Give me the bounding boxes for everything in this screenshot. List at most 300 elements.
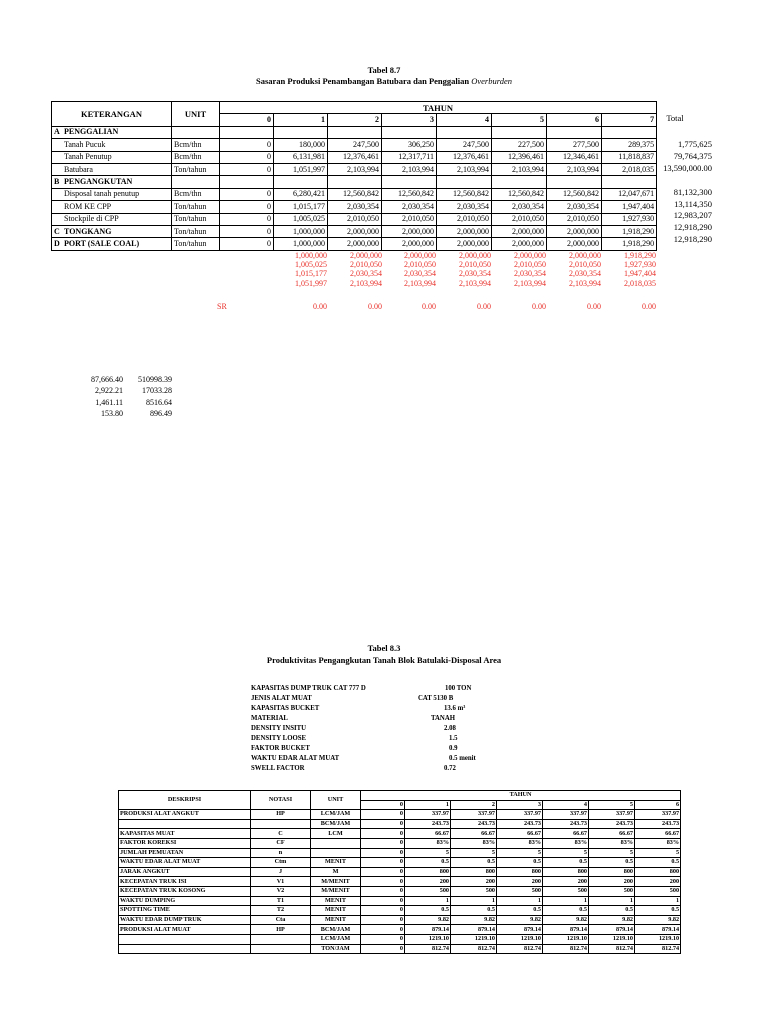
side-value-b: 510998.39 [138,375,172,384]
red-value: 2,103,994 [404,278,436,288]
row-value [437,126,492,138]
row-value: 337.97 [635,810,681,820]
row-label: JARAK ANGKUT [119,867,251,877]
row-value: 812.74 [451,944,497,954]
row-value: 0 [361,848,405,858]
row-value: 812.74 [589,944,635,954]
table-row [52,176,657,188]
row-value: 2,000,000 [382,225,437,237]
row-value: 0 [361,896,405,906]
row-value: 2,000,000 [437,225,492,237]
spec-label: JENIS ALAT MUAT [251,695,312,702]
row-value: 247,500 [437,139,492,151]
row-value: 800 [405,867,451,877]
row-value: 0 [220,201,274,213]
row-value: 2,103,994 [382,163,437,175]
table-row [52,163,657,175]
row-unit: MENIT [311,858,361,868]
row-unit: Ton/tahun [172,201,220,213]
row-value: 1,918,290 [602,225,657,237]
row-label-text: Stockpile di CPP [64,214,119,224]
row-value: 879.14 [589,925,635,935]
row-letter: C [54,226,60,236]
row-value: 11,818,837 [602,151,657,163]
row-value: 500 [635,886,681,896]
row-label-text: PENGANGKUTAN [64,177,133,187]
row-value: 0 [220,225,274,237]
header-year: 0 [361,800,405,810]
row-value: 2,030,354 [328,201,382,213]
row-value: 12,317,711 [382,151,437,163]
header-tahun: TAHUN [361,791,681,801]
row-value: 1,927,930 [602,213,657,225]
row-value: 1,947,404 [602,201,657,213]
row-value: 243.73 [405,819,451,829]
sr-value: 0.00 [368,302,382,311]
side-value-b: 17033.28 [142,386,172,396]
row-value: 0 [361,838,405,848]
table1-caption-italic: Overburden [471,76,512,86]
row-value: 2,000,000 [382,238,437,250]
header-unit: UNIT [311,791,361,810]
row-value: 243.73 [497,819,543,829]
row-value: 337.97 [589,810,635,820]
row-value [492,126,547,138]
table-row [119,848,681,858]
row-notasi: T1 [251,896,311,906]
header-year: 6 [635,800,681,810]
row-value: 0.5 [497,858,543,868]
row-value: 12,560,842 [437,188,492,200]
spec-label: DENSITY INSITU [251,725,307,732]
row-notasi [251,944,311,954]
row-value: 2,010,050 [492,213,547,225]
row-value: 879.14 [405,925,451,935]
row-value: 12,396,461 [492,151,547,163]
row-unit: Ton/tahun [172,238,220,250]
table-row [52,151,657,163]
row-value: 5 [589,848,635,858]
red-value: 2,103,994 [514,278,546,288]
row-value [328,176,382,188]
table-row [119,896,681,906]
table-row [52,225,657,237]
row-notasi [251,934,311,944]
red-value: 1,000,000 [295,251,327,260]
header-year: 2 [451,800,497,810]
row-unit: Ton/tahun [172,225,220,237]
side-value-b: 8516.64 [146,397,172,407]
row-label [119,934,251,944]
row-notasi: V2 [251,886,311,896]
total-value: 12,918,290 [673,222,712,233]
row-value: 0.5 [589,858,635,868]
row-value [220,126,274,138]
row-label-text: Tanah Penutup [64,152,112,162]
row-value [602,126,657,138]
row-value: 879.14 [451,925,497,935]
row-value: 879.14 [635,925,681,935]
row-value: 200 [543,877,589,887]
row-value: 12,560,842 [492,188,547,200]
table-row [52,201,657,213]
row-value: 0 [361,867,405,877]
row-value: 1 [589,896,635,906]
header-year: 4 [543,800,589,810]
row-value: 83% [635,838,681,848]
table-row [119,819,681,829]
spec-label: KAPASITAS DUMP TRUK CAT 777 D [251,685,366,692]
row-value: 0.5 [543,906,589,916]
spec-label: MATERIAL [251,715,288,722]
row-value: 2,103,994 [492,163,547,175]
row-value: 800 [635,867,681,877]
row-value: 800 [543,867,589,877]
row-unit [172,126,220,138]
red-value: 2,103,994 [569,278,601,288]
row-value: 12,560,842 [547,188,602,200]
row-label [52,126,172,138]
row-letter: D [54,238,60,248]
row-label [52,163,172,175]
row-value: 500 [405,886,451,896]
row-value: 243.73 [635,819,681,829]
total-value: 12,983,207 [673,210,712,221]
row-value: 83% [543,838,589,848]
red-value: 1,927,930 [624,260,656,270]
row-value: 66.67 [451,829,497,839]
row-value: 0 [220,151,274,163]
row-value: 2,030,354 [382,201,437,213]
row-label-text: PENGGALIAN [64,127,119,137]
row-label: KAPASITAS MUAT [119,829,251,839]
row-value: 12,047,671 [602,188,657,200]
header-year: 1 [405,800,451,810]
row-notasi: Cta [251,915,311,925]
row-unit: Ton/tahun [172,163,220,175]
row-value: 1 [497,896,543,906]
spec-label: FAKTOR BUCKET [251,745,310,752]
row-label [52,139,172,151]
red-value: 1,005,025 [295,260,327,270]
row-label [52,201,172,213]
row-label [52,151,172,163]
row-value: 0.5 [405,906,451,916]
red-value: 2,103,994 [350,278,382,288]
row-value [328,126,382,138]
row-value: 83% [497,838,543,848]
side-value-a: 153.80 [101,408,123,418]
row-value: 200 [451,877,497,887]
row-value: 243.73 [589,819,635,829]
row-value: 337.97 [405,810,451,820]
row-label-text: Batubara [64,164,93,174]
row-value: 1219.10 [543,934,589,944]
row-value: 2,000,000 [328,238,382,250]
row-value: 0 [361,934,405,944]
row-value: 0 [220,188,274,200]
row-unit: MENIT [311,906,361,916]
row-value: 1 [451,896,497,906]
row-value: 500 [497,886,543,896]
spec-value: 0.72 [444,765,456,772]
row-value: 1219.10 [497,934,543,944]
row-notasi: HP [251,925,311,935]
table-row [119,944,681,954]
red-value: 2,000,000 [459,251,491,260]
total-value: 81,132,300 [673,186,712,197]
row-value: 0.5 [589,906,635,916]
row-value: 0.5 [497,906,543,916]
row-value: 6,280,421 [274,188,328,200]
red-value: 2,030,354 [569,269,601,279]
row-label: KECEPATAN TRUK ISI [119,877,251,887]
red-value: 1,918,290 [624,251,656,260]
header-year: 0 [220,114,274,126]
row-notasi [251,819,311,829]
table-row [119,925,681,935]
row-value: 2,018,035 [602,163,657,175]
row-value: 2,000,000 [328,225,382,237]
row-label: WAKTU EDAR DUMP TRUK [119,915,251,925]
row-label-text: TONGKANG [64,226,112,236]
row-label: WAKTU DUMPING [119,896,251,906]
row-label [52,225,172,237]
header-year: 2 [328,114,382,126]
row-value: 1,015,177 [274,201,328,213]
table1-caption-main: Sasaran Produksi Penambangan Batubara dan Penggalian [256,76,470,86]
red-value: 2,000,000 [514,251,546,260]
row-value: 200 [497,877,543,887]
red-value: 2,010,050 [404,260,436,270]
total-value: 79,764,375 [673,151,712,162]
row-unit: Bcm/thn [172,151,220,163]
row-value: 1 [405,896,451,906]
row-value: 200 [589,877,635,887]
spec-value: 0.5 menit [449,755,476,762]
total-value: 12,918,290 [673,234,712,245]
red-value: 2,000,000 [569,251,601,260]
row-unit [172,176,220,188]
row-notasi: Ctm [251,858,311,868]
row-value: 9.82 [451,915,497,925]
row-value: 1219.10 [451,934,497,944]
table1-number: Tabel 8.7 [367,65,401,75]
row-value: 500 [543,886,589,896]
row-label [52,176,172,188]
row-value: 12,346,461 [547,151,602,163]
header-year: 5 [492,114,547,126]
row-value: 0 [220,139,274,151]
row-value: 83% [451,838,497,848]
total-value: 1,775,625 [678,139,712,150]
header-year: 4 [437,114,492,126]
row-value: 180,000 [274,139,328,151]
row-value [382,176,437,188]
row-value: 2,000,000 [547,238,602,250]
row-value: 2,103,994 [437,163,492,175]
red-value: 2,030,354 [350,269,382,279]
spec-value: CAT 5130 B [418,695,454,702]
sr-value: 0.00 [587,302,601,311]
row-value: 0.5 [543,858,589,868]
row-unit: MENIT [311,896,361,906]
row-label-text: Tanah Pucuk [64,139,106,149]
spec-label: WAKTU EDAR ALAT MUAT [251,755,340,762]
row-value: 500 [589,886,635,896]
row-value: 0.5 [635,858,681,868]
row-value: 2,000,000 [492,238,547,250]
row-value: 2,103,994 [547,163,602,175]
row-value: 812.74 [635,944,681,954]
spec-value: TANAH [431,715,456,722]
red-value: 1,947,404 [624,269,656,279]
row-value: 227,500 [492,139,547,151]
row-value: 879.14 [543,925,589,935]
row-value: 1,000,000 [274,225,328,237]
row-value: 9.82 [497,915,543,925]
row-value: 1 [543,896,589,906]
table-row [119,877,681,887]
row-value: 0 [361,925,405,935]
row-value: 83% [589,838,635,848]
sr-value: 0.00 [642,302,656,311]
row-label [119,819,251,829]
red-value: 2,010,050 [350,260,382,270]
spec-value: 13.6 m³ [444,705,466,712]
row-value: 2,000,000 [437,238,492,250]
row-value: 0 [361,858,405,868]
red-value: 2,018,035 [624,278,656,288]
row-value: 0.5 [451,858,497,868]
table-row [52,213,657,225]
row-label [52,213,172,225]
header-year: 7 [602,114,657,126]
row-value: 2,103,994 [328,163,382,175]
row-value: 812.74 [543,944,589,954]
red-value: 2,000,000 [404,251,436,260]
table-row [119,810,681,820]
row-value: 337.97 [451,810,497,820]
row-value: 0.5 [451,906,497,916]
row-notasi: V1 [251,877,311,887]
row-value: 5 [635,848,681,858]
side-value-b: 896.49 [150,408,172,418]
spec-value: 100 TON [445,685,472,692]
row-value: 66.67 [589,829,635,839]
red-value: 2,010,050 [514,260,546,270]
table-row [119,858,681,868]
row-value: 1219.10 [635,934,681,944]
row-value: 2,010,050 [382,213,437,225]
row-notasi: C [251,829,311,839]
row-unit: LCM/JAM [311,810,361,820]
row-value [547,126,602,138]
row-value: 12,376,461 [328,151,382,163]
red-value: 2,010,050 [569,260,601,270]
header-deskripsi: DESKRIPSI [119,791,251,810]
row-label: PRODUKSI ALAT MUAT [119,925,251,935]
row-value: 306,250 [382,139,437,151]
sr-value: 0.00 [422,302,436,311]
row-value: 247,500 [328,139,382,151]
row-unit: Bcm/thn [172,139,220,151]
row-value: 1219.10 [589,934,635,944]
row-value: 6,131,981 [274,151,328,163]
row-value: 0 [361,810,405,820]
row-notasi: J [251,867,311,877]
row-label-text: Disposal tanah penutup [64,189,140,199]
spec-value: 1.5 [449,735,458,742]
red-value: 1,051,997 [295,278,327,288]
row-value: 0 [361,944,405,954]
header-year: 1 [274,114,328,126]
row-value [492,176,547,188]
row-value: 0 [361,886,405,896]
row-value: 0 [361,829,405,839]
row-value: 9.82 [635,915,681,925]
row-letter: A [54,127,60,137]
row-unit: LCM/JAM [311,934,361,944]
row-value: 200 [405,877,451,887]
row-unit: BCM/JAM [311,925,361,935]
row-value: 1,051,997 [274,163,328,175]
row-label: WAKTU EDAR ALAT MUAT [119,858,251,868]
table-row [52,139,657,151]
row-value: 83% [405,838,451,848]
row-value: 337.97 [497,810,543,820]
row-value: 12,560,842 [328,188,382,200]
row-value: 2,030,354 [547,201,602,213]
table-row [52,188,657,200]
row-value: 2,010,050 [547,213,602,225]
spec-value: 2.08 [444,725,456,732]
row-unit: Ton/tahun [172,213,220,225]
table-row [119,906,681,916]
row-value: 2,010,050 [328,213,382,225]
sr-label: SR [217,302,227,311]
productivity-table [118,790,681,954]
row-value [382,126,437,138]
total-value: 13,114,350 [674,198,712,209]
row-label [52,188,172,200]
spec-label: KAPASITAS BUCKET [251,705,320,712]
row-value: 0 [361,819,405,829]
row-value: 0.5 [635,906,681,916]
row-value: 12,560,842 [382,188,437,200]
row-notasi: T2 [251,906,311,916]
row-value: 0 [361,915,405,925]
row-label: SPOTTING TIME [119,906,251,916]
red-value: 2,010,050 [459,260,491,270]
table-row [119,867,681,877]
row-unit: M/MENIT [311,877,361,887]
header-year: 5 [589,800,635,810]
row-label: PRODUKSI ALAT ANGKUT [119,810,251,820]
header-tahun: TAHUN [220,102,657,114]
table-row [119,886,681,896]
side-value-a: 87,666.40 [91,375,123,384]
sr-value: 0.00 [532,302,546,311]
row-label: KECEPATAN TRUK KOSONG [119,886,251,896]
row-value: 289,375 [602,139,657,151]
header-keterangan: KETERANGAN [52,102,172,127]
row-value: 5 [497,848,543,858]
spec-label: DENSITY LOOSE [251,735,307,742]
table2-number: Tabel 8.3 [367,643,401,653]
row-value: 879.14 [497,925,543,935]
row-label [119,944,251,954]
